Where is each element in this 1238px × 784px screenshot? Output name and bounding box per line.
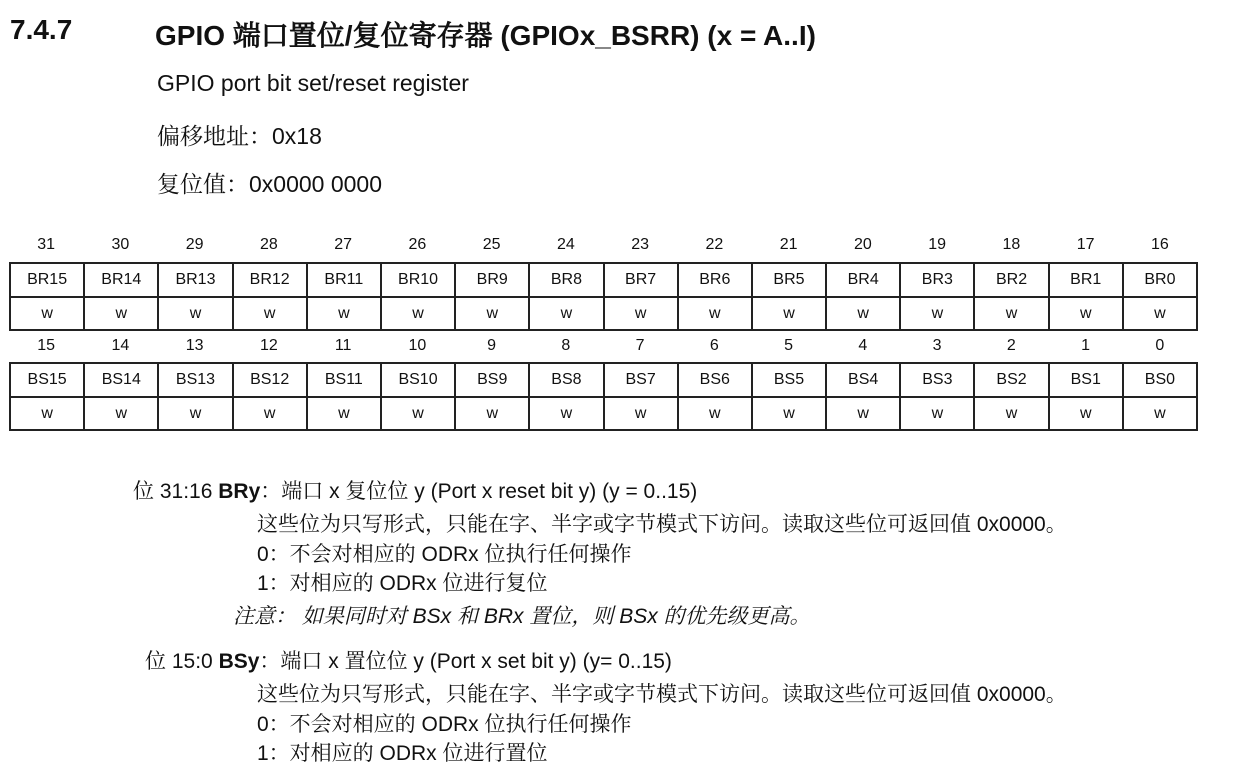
access-cell: w [233, 397, 307, 430]
access-cell: w [307, 297, 381, 330]
access-cell: w [10, 397, 84, 430]
field-cell: BS4 [826, 363, 900, 397]
bit-number: 5 [784, 337, 794, 354]
field-cell: BR9 [455, 263, 529, 297]
access-cell: w [826, 397, 900, 430]
bit-number: 29 [185, 236, 204, 253]
access-cell: w [529, 397, 603, 430]
bit-number: 13 [185, 337, 204, 354]
bit-number: 4 [858, 337, 868, 354]
field-cell: BR15 [10, 263, 84, 297]
bit-number: 22 [705, 236, 724, 253]
access-cell: w [307, 397, 381, 430]
field-heading-bry [133, 475, 697, 505]
section-number: 7.4.7 [10, 14, 73, 45]
field-cell: BR1 [1049, 263, 1123, 297]
bit-number: 17 [1076, 236, 1095, 253]
field-cell: BS5 [752, 363, 826, 397]
access-cell: w [1049, 397, 1123, 430]
bsy-description: 这些位为只写形式，只能在字、半字或字节模式下访问。读取这些位可返回值 0x0000。 [257, 683, 1067, 706]
access-cell: w [678, 397, 752, 430]
field-title-bry: ：端口 x 复位位 y (Port x reset bit y) (y = 0..15) [260, 480, 698, 503]
bit-number: 26 [408, 236, 427, 253]
access-cell: w [381, 397, 455, 430]
access-cell: w [678, 297, 752, 330]
field-cell: BS12 [233, 363, 307, 397]
bit-number: 21 [779, 236, 798, 253]
bit-number: 19 [928, 236, 947, 253]
access-cell: w [604, 397, 678, 430]
lower-field-row [10, 363, 1197, 397]
access-cell: w [529, 297, 603, 330]
bit-number: 28 [259, 236, 278, 253]
field-cell: BS8 [529, 363, 603, 397]
section-title: GPIO 端口置位/复位寄存器 (GPIOx_BSRR) (x = A..I) [155, 20, 816, 51]
bit-number: 20 [853, 236, 872, 253]
lower-access-row [10, 397, 1197, 430]
bit-number: 7 [635, 337, 645, 354]
bit-number: 11 [334, 337, 352, 354]
field-cell: BR12 [233, 263, 307, 297]
field-cell: BR2 [974, 263, 1048, 297]
bry-note: 注意： 如果同时对 BSx 和 BRx 置位，则 BSx 的优先级更高。 [233, 605, 811, 628]
field-cell: BR3 [900, 263, 974, 297]
bry-value-0: 0：不会对相应的 ODRx 位执行任何操作 [257, 543, 632, 566]
access-cell: w [158, 397, 232, 430]
field-bits-bry: 位 31:16 [133, 480, 213, 503]
bit-number: 2 [1006, 337, 1016, 354]
field-cell: BS13 [158, 363, 232, 397]
register-subtitle: GPIO port bit set/reset register [157, 70, 469, 96]
access-cell: w [1049, 297, 1123, 330]
bit-number: 12 [259, 337, 278, 354]
access-cell: w [974, 297, 1048, 330]
field-cell: BS1 [1049, 363, 1123, 397]
bit-number: 30 [111, 236, 130, 253]
field-cell: BS14 [84, 363, 158, 397]
field-name-bry: BRy [218, 480, 261, 503]
field-cell: BR13 [158, 263, 232, 297]
bit-number: 8 [561, 337, 571, 354]
field-cell: BS15 [10, 363, 84, 397]
field-cell: BR10 [381, 263, 455, 297]
upper-access-row [10, 297, 1197, 330]
bit-number: 3 [932, 337, 942, 354]
field-cell: BS11 [307, 363, 381, 397]
bsy-value-0: 0：不会对相应的 ODRx 位执行任何操作 [257, 713, 632, 736]
bit-number: 27 [334, 236, 353, 253]
access-cell: w [604, 297, 678, 330]
field-cell: BS10 [381, 363, 455, 397]
access-cell: w [900, 397, 974, 430]
bit-number: 6 [709, 337, 719, 354]
field-cell: BR6 [678, 263, 752, 297]
reset-value: 复位值：0x0000 0000 [157, 171, 383, 197]
field-cell: BR8 [529, 263, 603, 297]
bry-description: 这些位为只写形式，只能在字、半字或字节模式下访问。读取这些位可返回值 0x0000。 [257, 513, 1067, 536]
field-name-bsy: BSy [218, 650, 260, 673]
field-cell: BS0 [1123, 363, 1197, 397]
access-cell: w [752, 397, 826, 430]
access-cell: w [158, 297, 232, 330]
access-cell: w [1123, 397, 1197, 430]
field-cell: BR14 [84, 263, 158, 297]
register-table-lower [9, 362, 1198, 431]
field-cell: BS6 [678, 363, 752, 397]
bit-number: 1 [1081, 337, 1091, 354]
access-cell: w [1123, 297, 1197, 330]
bit-number: 14 [111, 337, 130, 354]
access-cell: w [826, 297, 900, 330]
field-cell: BR4 [826, 263, 900, 297]
bit-number: 23 [631, 236, 650, 253]
access-cell: w [900, 297, 974, 330]
bit-number: 9 [487, 337, 497, 354]
access-cell: w [10, 297, 84, 330]
register-table-upper [9, 262, 1198, 331]
bit-number: 10 [408, 337, 427, 354]
field-cell: BS9 [455, 363, 529, 397]
access-cell: w [752, 297, 826, 330]
lower-bit-numbers [9, 337, 1197, 355]
bit-number: 16 [1150, 236, 1169, 253]
bit-number: 25 [482, 236, 501, 253]
bit-number: 31 [37, 236, 56, 253]
access-cell: w [84, 297, 158, 330]
access-cell: w [455, 297, 529, 330]
field-cell: BS2 [974, 363, 1048, 397]
field-heading-bsy [145, 645, 672, 675]
field-title-bsy: ：端口 x 置位位 y (Port x set bit y) (y= 0..15) [259, 650, 672, 673]
bit-number: 18 [1002, 236, 1021, 253]
upper-field-row [10, 263, 1197, 297]
access-cell: w [233, 297, 307, 330]
field-cell: BS7 [604, 363, 678, 397]
access-cell: w [455, 397, 529, 430]
bsy-value-1: 1：对相应的 ODRx 位进行置位 [257, 742, 548, 765]
bit-number: 24 [556, 236, 575, 253]
field-cell: BR5 [752, 263, 826, 297]
upper-bit-numbers [9, 236, 1197, 254]
field-cell: BR0 [1123, 263, 1197, 297]
bit-number: 0 [1155, 337, 1165, 354]
field-cell: BS3 [900, 363, 974, 397]
field-cell: BR11 [307, 263, 381, 297]
access-cell: w [381, 297, 455, 330]
bit-number: 15 [37, 337, 56, 354]
field-bits-bsy: 位 15:0 [145, 650, 213, 673]
offset-address: 偏移地址：0x18 [157, 123, 322, 149]
access-cell: w [974, 397, 1048, 430]
access-cell: w [84, 397, 158, 430]
field-cell: BR7 [604, 263, 678, 297]
bry-value-1: 1：对相应的 ODRx 位进行复位 [257, 572, 548, 595]
